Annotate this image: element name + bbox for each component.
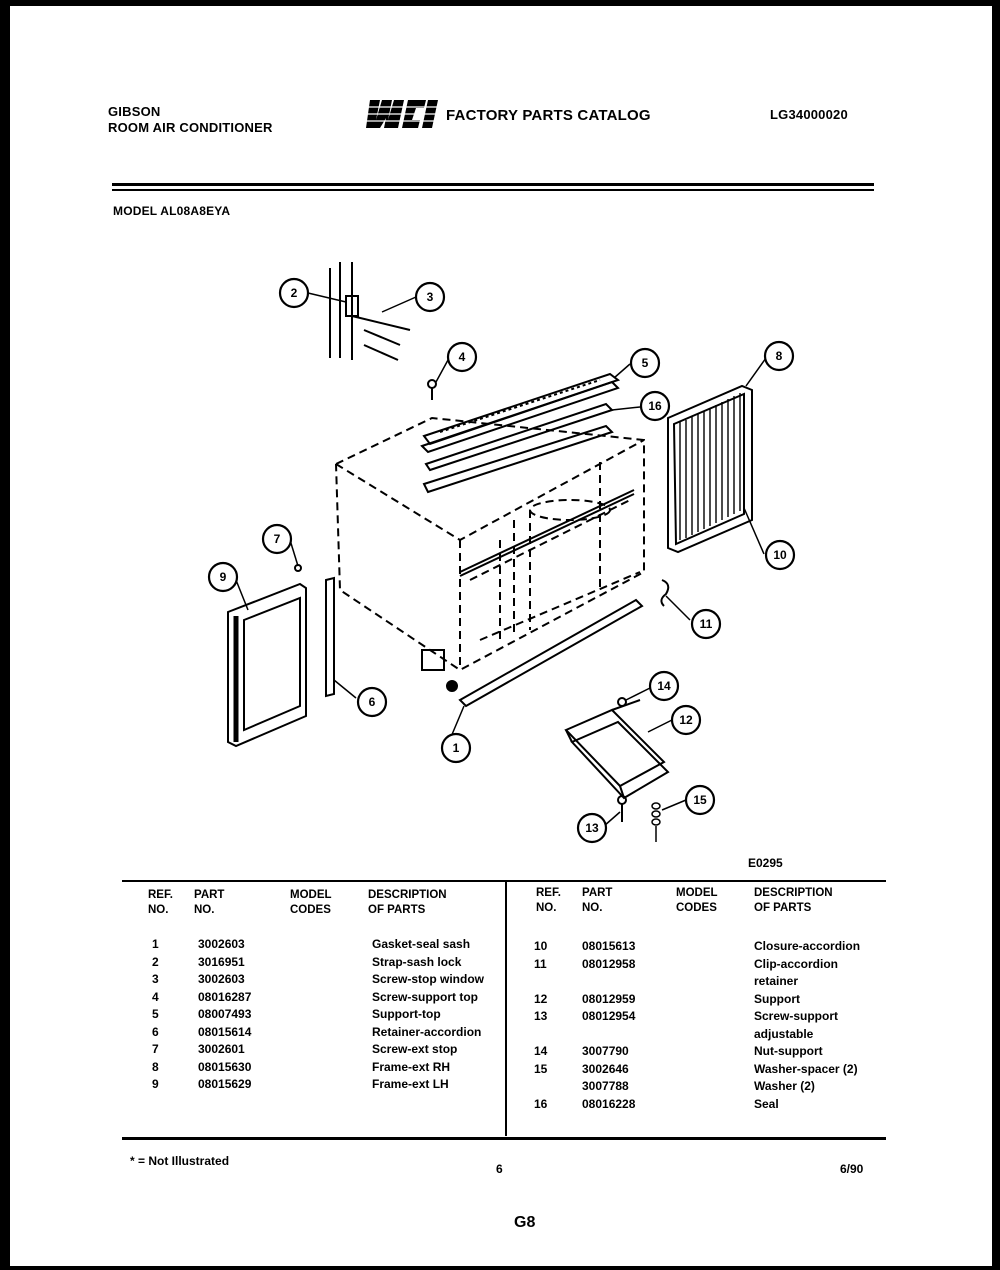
table-row: [152, 1006, 512, 1024]
table-top-rule: [122, 880, 886, 882]
gasket-seal-sash: [460, 600, 642, 706]
desc-cell: Screw-support: [754, 1009, 839, 1023]
callout-13: 13: [585, 821, 599, 835]
ref-cell: 1: [152, 937, 159, 951]
header-description-right: DESCRIPTION OF PARTS: [754, 887, 833, 914]
desc-cell: Support: [754, 991, 800, 1006]
ref-cell: 14: [534, 1044, 548, 1058]
header-ref-no-left: REF. NO.: [148, 889, 173, 916]
model-cell: [676, 991, 754, 1009]
desc-cell: Washer (2): [754, 1079, 815, 1093]
table-row: [152, 971, 512, 989]
page-number: 6: [496, 1162, 503, 1176]
desc-cell: Screw-stop window: [372, 972, 485, 986]
cabinet-edges: [460, 490, 634, 576]
part-cell: 08012954: [582, 1009, 636, 1023]
frame-ext-rh: [668, 386, 752, 552]
desc-cell: Screw-ext stop: [372, 1042, 458, 1056]
model-line: MODEL AL08A8EYA: [113, 204, 231, 218]
part-cell: 08015630: [198, 1059, 252, 1074]
part-cell: 08012959: [582, 991, 636, 1006]
clip-accordion: [661, 580, 668, 606]
catalog-title: FACTORY PARTS CATALOG: [446, 107, 651, 124]
ref-cell: 10: [534, 939, 548, 953]
desc-cell: Closure-accordion: [754, 939, 861, 953]
revision-date: 6/90: [840, 1162, 864, 1176]
model-cell: [294, 936, 372, 954]
part-cell: 3002601: [198, 1042, 245, 1056]
table-row: [534, 956, 894, 974]
table-row: [534, 938, 894, 956]
table-bottom-rule: [122, 1137, 886, 1140]
callout-9: 9: [219, 570, 227, 584]
desc-cell: Screw-support top: [372, 989, 479, 1004]
part-cell: 08016228: [582, 1096, 636, 1111]
document-number: LG34000020: [770, 107, 848, 122]
model-cell: [676, 1061, 754, 1079]
ref-cell: 7: [152, 1042, 159, 1056]
desc-cell: Strap-sash lock: [372, 954, 462, 969]
window-frame: [330, 262, 410, 360]
ref-cell: 9: [152, 1077, 159, 1091]
ref-cell: 6: [152, 1024, 159, 1039]
model-cell: [294, 971, 372, 989]
desc-cell: Clip-accordion: [754, 956, 839, 971]
screw-support-top: [428, 380, 436, 388]
table-row: [152, 989, 512, 1007]
part-cell: 08016287: [198, 989, 252, 1004]
header-description-left: DESCRIPTION OF PARTS: [368, 889, 447, 916]
table-row: [534, 991, 894, 1009]
part-cell: 3016951: [198, 954, 245, 969]
ref-cell: 8: [152, 1059, 159, 1074]
product-type: ROOM AIR CONDITIONER: [108, 120, 273, 135]
model-cell: [294, 1059, 372, 1077]
section-code: G8: [514, 1214, 536, 1231]
callout-11: 11: [699, 617, 713, 631]
model-cell: [676, 973, 754, 991]
callout-labels: [220, 286, 787, 835]
retainer-accordion: [326, 578, 334, 696]
callout-5: 5: [641, 356, 649, 370]
parts-table-right: [534, 938, 894, 1113]
table-row: [152, 1076, 512, 1094]
desc-cell: Seal: [754, 1096, 779, 1111]
ref-cell: 13: [534, 1009, 548, 1023]
parts-table-left: [152, 936, 512, 1094]
callout-3: 3: [426, 290, 434, 304]
diagram-code: E0295: [748, 856, 783, 870]
model-cell: [294, 954, 372, 972]
brand-name: GIBSON: [108, 104, 161, 119]
callout-14: 14: [657, 679, 671, 693]
table-row: [534, 973, 894, 991]
desc-cell: Frame-ext LH: [372, 1077, 449, 1091]
callout-8: 8: [775, 349, 783, 363]
model-cell: [676, 1026, 754, 1044]
table-row: [152, 1059, 512, 1077]
desc-cell: retainer: [754, 974, 799, 988]
callout-6: 6: [368, 695, 376, 709]
table-row: [534, 1061, 894, 1079]
ref-cell: [534, 1026, 582, 1044]
table-row: [534, 1008, 894, 1026]
top-support-rails: [422, 374, 618, 492]
frame-ext-lh: [228, 584, 306, 746]
ref-cell: 16: [534, 1096, 548, 1111]
part-cell: [582, 1026, 676, 1044]
footnote-not-illustrated: * = Not Illustrated: [130, 1154, 230, 1168]
washer-stack: [652, 803, 660, 842]
part-cell: 3002603: [198, 937, 245, 951]
callout-12: 12: [679, 713, 693, 727]
part-cell: 3002603: [198, 972, 245, 986]
header-part-no-left: PART NO.: [194, 889, 225, 916]
model-cell: [676, 1078, 754, 1096]
header-part-no-right: PART NO.: [582, 887, 613, 914]
model-cell: [294, 1024, 372, 1042]
part-cell: 08015614: [198, 1024, 252, 1039]
ref-cell: [534, 973, 582, 991]
model-cell: [676, 1008, 754, 1026]
callout-16: 16: [648, 399, 662, 413]
table-row: [534, 1096, 894, 1114]
ref-cell: [534, 1078, 582, 1096]
callout-10: 10: [773, 548, 787, 562]
ref-cell: 5: [152, 1007, 159, 1021]
model-cell: [676, 1043, 754, 1061]
part-cell: 3007790: [582, 1044, 629, 1058]
model-cell: [676, 938, 754, 956]
desc-cell: Retainer-accordion: [372, 1024, 482, 1039]
screw-bottom: [447, 681, 457, 691]
ref-cell: 2: [152, 954, 159, 969]
model-cell: [676, 956, 754, 974]
desc-cell: Nut-support: [754, 1044, 823, 1058]
table-row: [152, 1041, 512, 1059]
model-cell: [294, 989, 372, 1007]
model-cell: [294, 1076, 372, 1094]
ref-cell: 4: [152, 989, 159, 1004]
part-cell: 3002646: [582, 1061, 629, 1076]
part-cell: 08015629: [198, 1077, 252, 1091]
ref-cell: 11: [534, 956, 547, 971]
header-ref-no-right: REF. NO.: [536, 887, 561, 914]
callout-2: 2: [290, 286, 298, 300]
ref-cell: 12: [534, 991, 548, 1006]
table-row: [534, 1043, 894, 1061]
model-cell: [294, 1006, 372, 1024]
callout-15: 15: [693, 793, 707, 807]
support-bracket: [566, 700, 668, 798]
model-cell: [294, 1041, 372, 1059]
desc-cell: Support-top: [372, 1007, 441, 1021]
table-row: [152, 954, 512, 972]
table-row: [152, 1024, 512, 1042]
callout-7: 7: [273, 532, 281, 546]
header-model-codes-left: MODEL CODES: [290, 889, 332, 916]
callout-1: 1: [452, 741, 460, 755]
header-model-codes-right: MODEL CODES: [676, 887, 718, 914]
desc-cell: adjustable: [754, 1026, 814, 1041]
nut-support: [618, 698, 626, 706]
desc-cell: Frame-ext RH: [372, 1059, 451, 1074]
table-row: [152, 936, 512, 954]
table-row: [534, 1026, 894, 1044]
part-cell: [582, 973, 676, 991]
callout-4: 4: [458, 350, 466, 364]
table-row: [534, 1078, 894, 1096]
model-cell: [676, 1096, 754, 1114]
part-cell: 3007788: [582, 1079, 629, 1093]
part-cell: 08012958: [582, 956, 636, 971]
ref-cell: 3: [152, 972, 159, 986]
ref-cell: 15: [534, 1061, 548, 1076]
part-cell: 08015613: [582, 939, 636, 953]
desc-cell: Washer-spacer (2): [754, 1061, 858, 1076]
desc-cell: Gasket-seal sash: [372, 937, 471, 951]
part-cell: 08007493: [198, 1007, 252, 1021]
